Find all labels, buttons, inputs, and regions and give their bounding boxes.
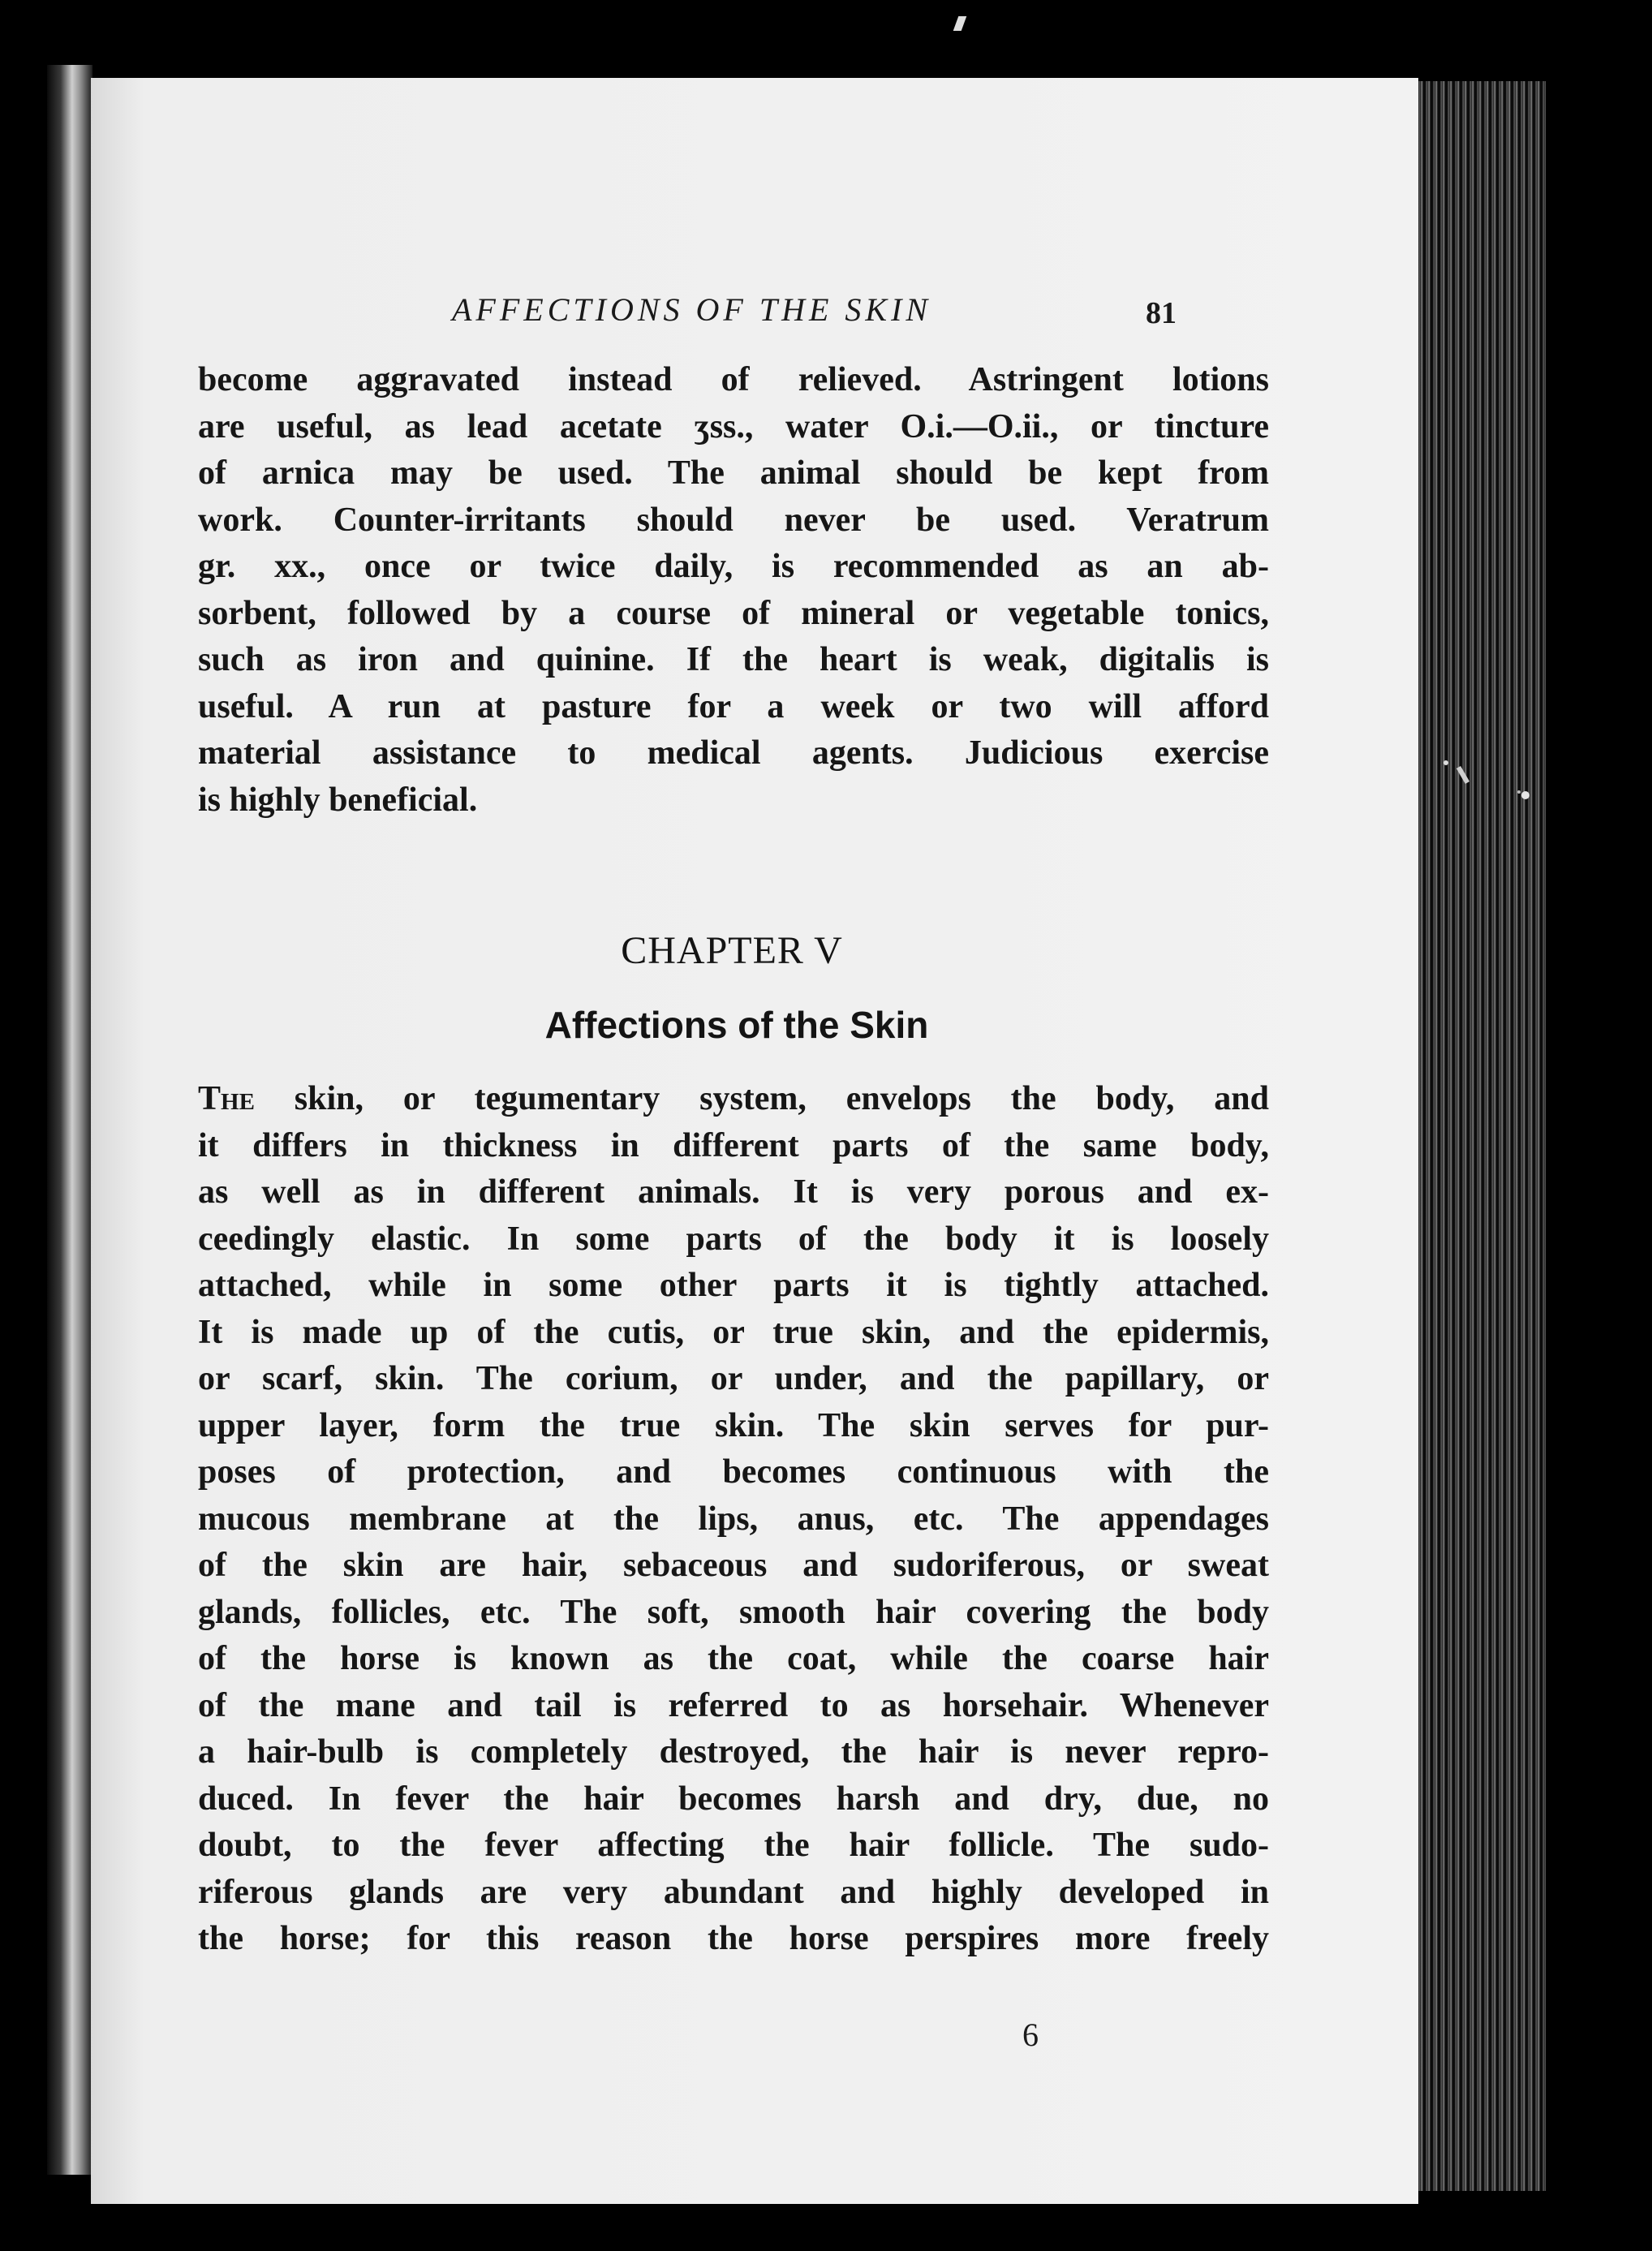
text-line: of arnica may be used. The animal should be kept from <box>198 454 1269 492</box>
text-line: work. Counter-irritants should never be used. Veratrum <box>198 501 1269 539</box>
text-line: it differs in thickness in different parts of the same body, <box>198 1126 1269 1164</box>
text-line: upper layer, form the true skin. The skin serves for pur- <box>198 1406 1269 1444</box>
scan-speck <box>953 16 967 31</box>
text-line: of the horse is known as the coat, while the coarse hair <box>198 1640 1269 1677</box>
text-line: of the mane and tail is referred to as horsehair. Whenever <box>198 1686 1269 1724</box>
book-page-edges <box>1416 81 1546 2191</box>
text-line: attached, while in some other parts it is tightly attached. <box>198 1267 1269 1304</box>
running-head-title: AFFECTIONS OF THE SKIN <box>452 291 932 328</box>
text-line: is highly beneficial. <box>198 781 478 819</box>
first-line-text: skin, or tegumentary system, envelops the body, and <box>254 1080 1269 1117</box>
text-line: useful. A run at pasture for a week or two will afford <box>198 687 1269 725</box>
text-line: the horse; for this reason the horse perspires more freely <box>198 1920 1269 1957</box>
book-binding-edge <box>47 65 92 2175</box>
text-line-first <box>198 1076 1269 1123</box>
chapter-title: Affections of the Skin <box>544 1004 929 1046</box>
text-line: mucous membrane at the lips, anus, etc. The appendages <box>198 1500 1269 1538</box>
running-head <box>91 291 1418 339</box>
page-number: 81 <box>1146 296 1177 330</box>
text-line: of the skin are hair, sebaceous and sudoriferous, or sweat <box>198 1547 1269 1584</box>
preceding-paragraph <box>198 357 1269 824</box>
book-page <box>91 78 1418 2204</box>
text-line: doubt, to the fever affecting the hair follicle. The sudo- <box>198 1827 1269 1864</box>
chapter-label: CHAPTER V <box>621 929 843 972</box>
text-line: riferous glands are very abundant and highly developed in <box>198 1873 1269 1911</box>
text-line: are useful, as lead acetate ʒss., water O.i.—O.ii., or tincture <box>198 407 1269 445</box>
scan-specks <box>1428 755 1558 820</box>
text-line: or scarf, skin. The corium, or under, and the papillary, or <box>198 1360 1269 1397</box>
text-line: a hair-bulb is completely destroyed, the hair is never repro- <box>198 1733 1269 1771</box>
text-line: gr. xx., once or twice daily, is recommended as an ab- <box>198 548 1269 585</box>
opening-word: The <box>198 1080 255 1117</box>
signature-mark: 6 <box>1022 2016 1039 2053</box>
text-line: such as iron and quinine. If the heart is weak, digitalis is <box>198 641 1269 678</box>
text-line: become aggravated instead of relieved. Astringent lotions <box>198 361 1269 398</box>
text-line: sorbent, followed by a course of mineral or vegetable tonics, <box>198 594 1269 632</box>
text-line: glands, follicles, etc. The soft, smooth hair covering the body <box>198 1593 1269 1631</box>
text-line: material assistance to medical agents. Judicious exercise <box>198 734 1269 772</box>
text-line: ceedingly elastic. In some parts of the body it is loosely <box>198 1220 1269 1258</box>
text-line: as well as in different animals. It is very porous and ex- <box>198 1173 1269 1211</box>
text-line: duced. In fever the hair becomes harsh and dry, due, no <box>198 1780 1269 1818</box>
text-line: poses of protection, and becomes continuous with the <box>198 1453 1269 1491</box>
text-line: It is made up of the cutis, or true skin, and the epidermis, <box>198 1313 1269 1351</box>
chapter-body-paragraph <box>198 1076 1269 1963</box>
